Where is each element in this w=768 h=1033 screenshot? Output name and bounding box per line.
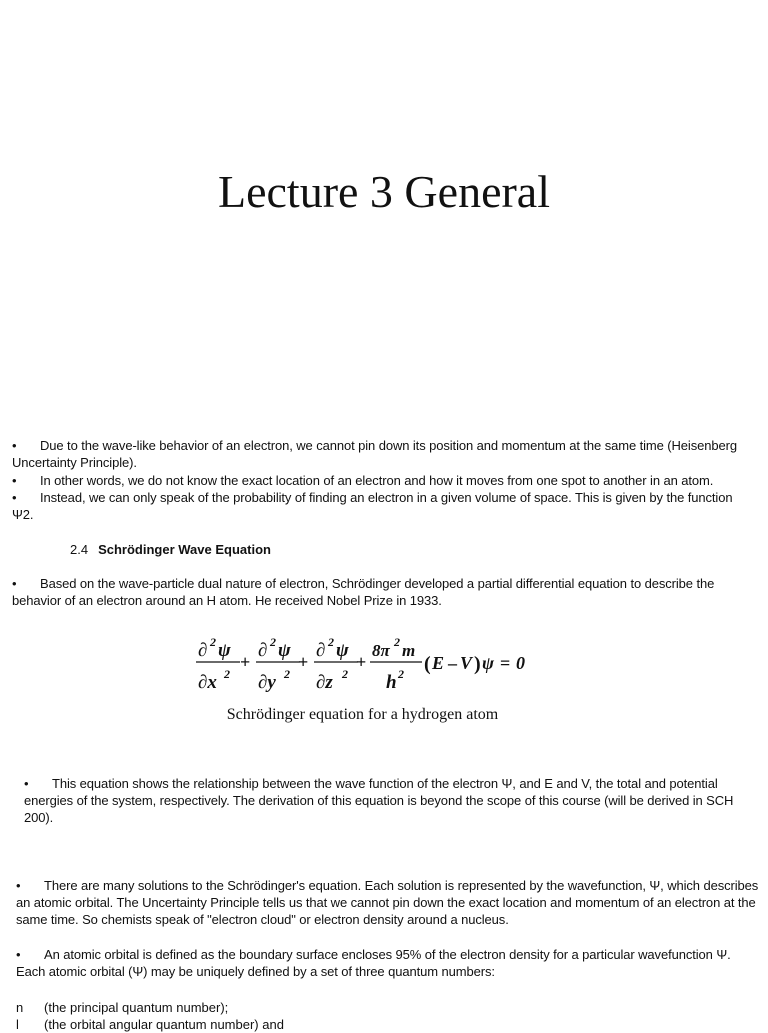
svg-text:2: 2	[224, 667, 230, 681]
svg-text:2: 2	[398, 667, 404, 681]
svg-text:h: h	[386, 672, 397, 693]
svg-text:2: 2	[328, 635, 334, 649]
svg-text:+: +	[298, 652, 309, 672]
svg-text:ψ: ψ	[278, 640, 291, 661]
intro-bullet-3: • Instead, we can only speak of the probability of finding an electron in a given volume of space. This is given by the function Ψ2.	[12, 490, 733, 522]
schrodinger-equation-image	[190, 628, 550, 698]
quantum-number-l: l (the orbital angular quantum number) and	[16, 1017, 284, 1032]
svg-text:V: V	[460, 653, 473, 673]
svg-text:∂x: ∂x	[198, 672, 217, 693]
svg-text:2: 2	[270, 635, 276, 649]
svg-text:ψ: ψ	[482, 653, 495, 673]
svg-text:m: m	[402, 641, 416, 660]
svg-text:–: –	[448, 653, 457, 673]
svg-text:): )	[474, 653, 481, 675]
svg-text:2: 2	[284, 667, 290, 681]
svg-text:∂y: ∂y	[258, 672, 276, 693]
relationship-bullet: • This equation shows the relationship between the wave function of the electron Ψ, and E and V, the total and potential energies of the system, respectively. The derivation of this equation is beyond the scope of this course (will be derived in SCH 200).	[24, 776, 734, 825]
section-title: Schrödinger Wave Equation	[98, 542, 271, 557]
svg-text:(: (	[424, 653, 431, 675]
schrodinger-bullet: • Based on the wave-particle dual nature of electron, Schrödinger developed a partial differential equation to describe the behavior of an electron around an H atom. He received Nobel Prize in 1933.	[12, 576, 715, 608]
svg-text:8π: 8π	[372, 641, 390, 660]
svg-text:2: 2	[342, 667, 348, 681]
intro-bullet-2: • In other words, we do not know the exact location of an electron and how it moves from one spot to another in an atom.	[12, 473, 714, 488]
section-number: 2.4	[70, 542, 89, 557]
svg-text:+: +	[356, 652, 367, 672]
svg-text:∂z: ∂z	[316, 672, 333, 693]
intro-bullet-1: • Due to the wave-like behavior of an electron, we cannot pin down its position and momentum at the same time (Heisenberg Uncertainty Principle).	[12, 438, 737, 470]
svg-text:2: 2	[210, 635, 216, 649]
svg-text:2: 2	[394, 635, 400, 649]
svg-text:∂: ∂	[198, 640, 208, 661]
svg-text:∂: ∂	[258, 640, 268, 661]
section-heading	[70, 541, 271, 558]
equation-caption: Schrödinger equation for a hydrogen atom	[226, 706, 499, 723]
svg-text:ψ: ψ	[336, 640, 349, 661]
orbital-bullet: • An atomic orbital is defined as the boundary surface encloses 95% of the electron density for a particular wavefunction Ψ. Each atomic orbital (Ψ) may be uniquely defined by a set of three quantum numbers:	[16, 947, 731, 979]
solutions-bullet: • There are many solutions to the Schrödinger's equation. Each solution is represented by the wavefunction, Ψ, which describes an atomic orbital. The Uncertainty Principle tells us that we cannot pin down the exact location and momentum of an electron at the same time. So chemists speak of "electron cloud" or electron density around a nucleus.	[16, 878, 759, 927]
quantum-number-n: n (the principal quantum number);	[16, 1000, 229, 1015]
page-title: Lecture 3 General	[217, 166, 551, 217]
svg-text:ψ: ψ	[218, 640, 231, 661]
svg-text:0: 0	[516, 653, 525, 673]
svg-text:E: E	[432, 653, 445, 673]
svg-text:=: =	[500, 653, 511, 673]
svg-text:∂: ∂	[316, 640, 326, 661]
svg-text:+: +	[240, 652, 251, 672]
